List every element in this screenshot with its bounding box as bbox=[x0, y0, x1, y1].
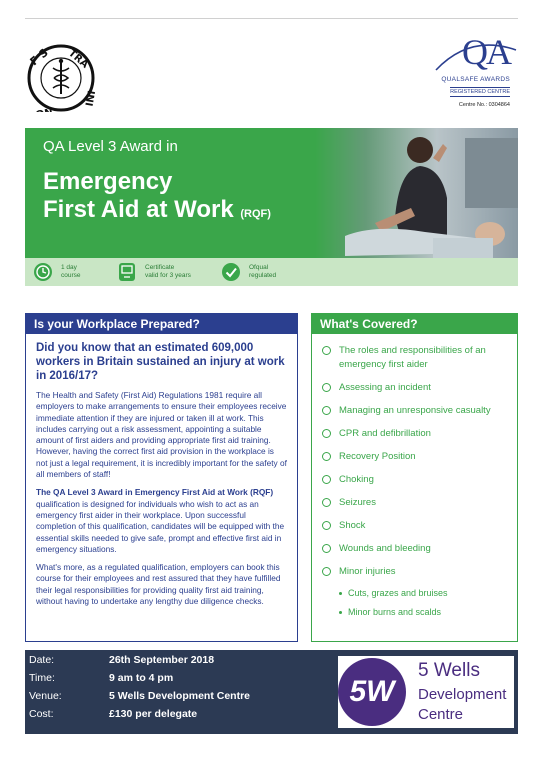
topic-text: Seizures bbox=[339, 497, 376, 508]
five-wells-centre: Centre bbox=[418, 706, 464, 723]
ring-bullet-icon bbox=[322, 498, 331, 507]
list-item bbox=[312, 473, 517, 487]
check-badge-icon bbox=[221, 262, 241, 282]
feature-regulated bbox=[221, 262, 276, 282]
detail-row-venue bbox=[29, 687, 250, 705]
qa-centre-number: Centre No.: 0304864 bbox=[458, 102, 510, 108]
topic-text: Managing an unresponsive casualty bbox=[339, 405, 491, 416]
five-wells-development: Development bbox=[418, 686, 507, 703]
qualification-paragraph bbox=[36, 487, 287, 555]
qa-registered-centre: REGISTERED CENTRE bbox=[450, 89, 510, 95]
banner-title-suffix: (RQF) bbox=[240, 208, 271, 220]
list-item bbox=[312, 381, 517, 395]
ring-bullet-icon bbox=[322, 383, 331, 392]
ring-bullet-icon bbox=[322, 406, 331, 415]
topic-text: CPR and defibrillation bbox=[339, 428, 431, 439]
detail-value: £130 per delegate bbox=[109, 708, 198, 720]
qualification-name: The QA Level 3 Award in Emergency First Aid at Work (RQF) bbox=[36, 487, 274, 498]
topic-text: Recovery Position bbox=[339, 451, 416, 462]
banner-title-line1: Emergency bbox=[43, 168, 173, 195]
topic-text: Shock bbox=[339, 520, 366, 531]
svg-text:NG: NG bbox=[35, 105, 54, 112]
injury-statistic: Did you know that an estimated 609,000 workers in Britain sustained an injury at work in 2016/17? bbox=[36, 342, 285, 382]
five-wells-name: 5 Wells bbox=[418, 660, 480, 681]
list-item bbox=[312, 519, 517, 533]
certificate-icon bbox=[117, 262, 137, 282]
feature-strip bbox=[25, 258, 518, 286]
feature-duration bbox=[33, 262, 81, 282]
ring-bullet-icon bbox=[322, 567, 331, 576]
svg-text:F S: F S bbox=[27, 45, 51, 69]
five-wells-logo bbox=[338, 656, 514, 728]
topic-text: Choking bbox=[339, 474, 374, 485]
detail-value: 26th September 2018 bbox=[109, 654, 215, 666]
dot-bullet-icon bbox=[339, 611, 342, 614]
whats-covered-heading: What's Covered? bbox=[312, 314, 517, 334]
clock-icon bbox=[33, 262, 53, 282]
list-item bbox=[312, 542, 517, 556]
list-item bbox=[312, 496, 517, 510]
banner-photo bbox=[315, 128, 518, 258]
topic-text: Assessing an incident bbox=[339, 382, 431, 393]
list-item bbox=[312, 450, 517, 464]
list-item bbox=[312, 427, 517, 441]
dot-bullet-icon bbox=[339, 592, 342, 595]
feature-regulated-text: Ofqual regulated bbox=[249, 264, 277, 279]
feature-certificate-text: Certificate valid for 3 years bbox=[145, 264, 191, 279]
ring-bullet-icon bbox=[322, 475, 331, 484]
list-item bbox=[312, 344, 517, 372]
detail-row-date bbox=[29, 651, 214, 669]
detail-row-cost bbox=[29, 705, 197, 723]
detail-value: 9 am to 4 pm bbox=[109, 672, 174, 684]
ring-bullet-icon bbox=[322, 452, 331, 461]
course-details-panel bbox=[25, 650, 518, 734]
whats-covered-section bbox=[311, 313, 518, 642]
banner-title bbox=[43, 168, 271, 228]
topic-text: Minor injuries bbox=[339, 566, 396, 577]
banner-subtitle: QA Level 3 Award in bbox=[43, 138, 178, 155]
sub-list-item bbox=[312, 607, 517, 617]
detail-label: Time: bbox=[29, 672, 55, 684]
feature-certificate bbox=[117, 262, 191, 282]
ring-bullet-icon bbox=[322, 429, 331, 438]
svg-text:TRA: TRA bbox=[66, 47, 91, 71]
five-wells-mark: 5W bbox=[338, 658, 406, 726]
feature-duration-text: 1 day course bbox=[61, 264, 81, 279]
topic-text: Wounds and bleeding bbox=[339, 543, 431, 554]
regulations-paragraph: The Health and Safety (First Aid) Regulations 1981 require all employers to make arrangements to ensure their employees receive immediate attention if they are injured or taken ill at work. This includes carrying out a risk assessment, appointing a suitable amount of first aiders and providing appropriate first aid training. However, having the correct first aid provision in the workplace is not just a legal requirement, it is incredibly important for the safety of all members of staff! bbox=[36, 390, 287, 480]
sub-topic-text: Cuts, grazes and bruises bbox=[348, 588, 448, 598]
top-divider bbox=[25, 18, 518, 19]
qualification-description: qualification is designed for individuals who wish to act as an emergency first aider in their workplace. Upon successful completion of this qualification, candidates will be equipped with the essential skills needed to give safe, prompt and effective first aid in emergency situations. bbox=[36, 498, 285, 554]
workplace-prepared-heading: Is your Workplace Prepared? bbox=[26, 314, 297, 334]
svg-text:INI: INI bbox=[82, 89, 96, 107]
detail-label: Date: bbox=[29, 654, 55, 666]
ring-bullet-icon bbox=[322, 544, 331, 553]
topic-text: The roles and responsibilities of an emergency first aider bbox=[339, 345, 486, 370]
detail-value: 5 Wells Development Centre bbox=[109, 690, 251, 702]
qa-qualsafe-logo bbox=[430, 32, 522, 116]
detail-label: Venue: bbox=[29, 690, 62, 702]
list-item bbox=[312, 565, 517, 579]
qa-mark: QA bbox=[462, 32, 510, 72]
list-item bbox=[312, 404, 517, 418]
sub-topic-text: Minor burns and scalds bbox=[348, 607, 442, 617]
banner-title-line2: First Aid at Work bbox=[43, 196, 234, 223]
ring-bullet-icon bbox=[322, 521, 331, 530]
detail-row-time bbox=[29, 669, 173, 687]
fs-training-logo bbox=[22, 44, 100, 112]
ring-bullet-icon bbox=[322, 346, 331, 355]
workplace-prepared-section bbox=[25, 313, 298, 642]
detail-label: Cost: bbox=[29, 708, 54, 720]
sub-list-item bbox=[312, 588, 517, 598]
first-aider-photo-icon bbox=[315, 128, 518, 258]
regulated-paragraph: What's more, as a regulated qualification, employers can book this course for their employees and rest assured that they have fulfilled their legal responsibilities for providing quality first aid training, without having to undertake any lengthy due diligence checks. bbox=[36, 562, 281, 607]
covered-topics-list bbox=[312, 334, 517, 617]
qa-awarding-body: QUALSAFE AWARDS bbox=[441, 76, 510, 83]
course-banner bbox=[25, 128, 518, 286]
